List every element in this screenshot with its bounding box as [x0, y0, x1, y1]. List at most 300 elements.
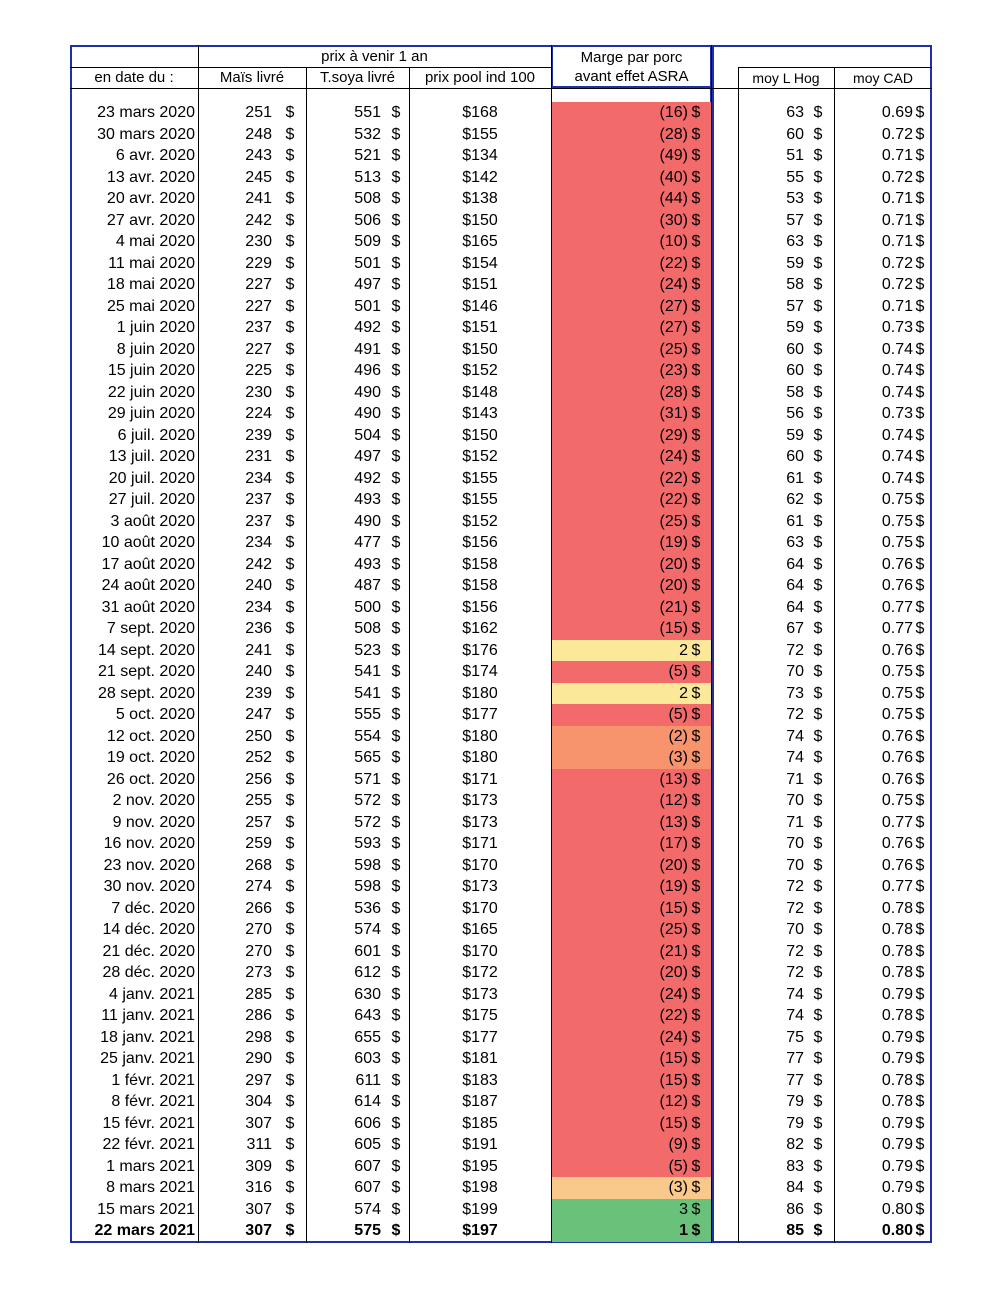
marge-value: (25) [659, 921, 688, 938]
soya-value: 504 [354, 426, 381, 444]
soya-currency: $ [391, 641, 401, 659]
cad-currency: $ [915, 813, 925, 831]
lhog-currency: $ [813, 254, 823, 272]
lhog-value: 59 [786, 319, 804, 336]
table-row [70, 704, 932, 726]
soya-currency: $ [391, 749, 401, 766]
cad-currency: $ [915, 620, 925, 637]
mais-currency: $ [285, 362, 295, 379]
mais-currency: $ [285, 684, 295, 702]
mais-currency: $ [285, 813, 295, 831]
cad-currency: $ [915, 792, 925, 809]
cad-value: 0.78 [881, 921, 913, 938]
pool-price: $158 [462, 577, 498, 594]
lhog-value: 71 [786, 813, 804, 831]
lhog-currency: $ [813, 770, 823, 788]
lhog-value: 74 [786, 749, 804, 766]
marge-currency: $ [691, 211, 701, 229]
marge-value: (20) [659, 964, 688, 981]
mais-value: 243 [245, 147, 272, 164]
cad-value: 0.76 [881, 555, 913, 573]
marge-value: (15) [659, 1114, 688, 1132]
pool-price: $165 [462, 233, 498, 250]
marge-currency: $ [691, 620, 701, 637]
mais-currency: $ [285, 125, 295, 143]
pool-price: $198 [462, 1179, 498, 1196]
marge-currency: $ [691, 684, 701, 702]
lhog-value: 86 [786, 1200, 804, 1218]
lhog-currency: $ [813, 835, 823, 852]
cad-currency: $ [915, 1179, 925, 1196]
marge-value: (15) [659, 899, 688, 917]
table-row [70, 747, 932, 769]
mais-currency: $ [285, 856, 295, 874]
lhog-value: 79 [786, 1093, 804, 1110]
date-cell: 1 févr. 2021 [111, 1071, 195, 1089]
marge-currency: $ [691, 856, 701, 874]
mais-currency: $ [285, 1071, 295, 1089]
mais-currency: $ [285, 577, 295, 594]
date-cell: 23 mars 2020 [97, 104, 195, 121]
date-cell: 21 sept. 2020 [98, 663, 195, 680]
cad-value: 0.74 [881, 383, 913, 401]
marge-value: (25) [659, 512, 688, 530]
soya-currency: $ [391, 1136, 401, 1153]
cad-value: 0.71 [881, 211, 913, 229]
lhog-value: 63 [786, 104, 804, 121]
cad-value: 0.75 [881, 663, 913, 680]
pool-price: $150 [462, 340, 498, 358]
soya-currency: $ [391, 211, 401, 229]
lhog-value: 72 [786, 641, 804, 659]
lhog-currency: $ [813, 813, 823, 831]
table-row [70, 855, 932, 877]
marge-currency: $ [691, 749, 701, 766]
table-row [70, 683, 932, 705]
soya-currency: $ [391, 663, 401, 680]
pool-price: $185 [462, 1114, 498, 1132]
table-row [70, 554, 932, 576]
table-row [70, 919, 932, 941]
marge-value: (30) [659, 211, 688, 229]
table-row [70, 446, 932, 468]
mais-value: 307 [245, 1114, 272, 1132]
marge-value: (9) [668, 1136, 688, 1153]
lhog-value: 56 [786, 405, 804, 422]
lhog-value: 77 [786, 1071, 804, 1089]
table-row [70, 425, 932, 447]
marge-value: (3) [668, 749, 688, 766]
cad-currency: $ [915, 233, 925, 250]
table-row [70, 403, 932, 425]
cad-currency: $ [915, 878, 925, 895]
marge-currency: $ [691, 1028, 701, 1046]
date-cell: 27 avr. 2020 [106, 211, 195, 229]
mais-value: 224 [245, 405, 272, 422]
marge-value: (49) [659, 147, 688, 164]
header-mais: Maïs livré [219, 69, 285, 86]
soya-currency: $ [391, 534, 401, 551]
date-cell: 2 nov. 2020 [112, 792, 195, 809]
marge-value: (44) [659, 190, 688, 207]
soya-value: 572 [354, 792, 381, 809]
lhog-value: 85 [786, 1222, 804, 1239]
mais-currency: $ [285, 534, 295, 551]
mais-value: 316 [245, 1179, 272, 1196]
soya-currency: $ [391, 598, 401, 616]
cad-currency: $ [915, 405, 925, 422]
mais-value: 237 [245, 512, 272, 530]
mais-value: 229 [245, 254, 272, 272]
table-row [70, 597, 932, 619]
table-row [70, 1113, 932, 1135]
cad-currency: $ [915, 641, 925, 659]
date-cell: 20 avr. 2020 [106, 190, 195, 207]
marge-value: (29) [659, 426, 688, 444]
cad-value: 0.71 [881, 190, 913, 207]
mais-currency: $ [285, 792, 295, 809]
table-row [70, 382, 932, 404]
mais-value: 248 [245, 125, 272, 143]
marge-value: (31) [659, 405, 688, 422]
soya-value: 523 [354, 641, 381, 659]
soya-currency: $ [391, 985, 401, 1003]
marge-currency: $ [691, 1071, 701, 1089]
mais-currency: $ [285, 405, 295, 422]
table-row [70, 1048, 932, 1070]
header-date: en date du : [94, 69, 174, 86]
soya-value: 614 [354, 1093, 381, 1110]
lhog-currency: $ [813, 620, 823, 637]
marge-currency: $ [691, 168, 701, 186]
marge-value: (27) [659, 297, 688, 315]
mais-currency: $ [285, 942, 295, 960]
soya-currency: $ [391, 254, 401, 272]
marge-currency: $ [691, 1114, 701, 1132]
table-row [70, 489, 932, 511]
cad-value: 0.76 [881, 856, 913, 874]
marge-value: (15) [659, 620, 688, 637]
cad-value: 0.74 [881, 362, 913, 379]
date-cell: 20 juil. 2020 [108, 469, 195, 487]
date-cell: 31 août 2020 [101, 598, 195, 616]
soya-currency: $ [391, 491, 401, 508]
marge-currency: $ [691, 254, 701, 272]
mais-currency: $ [285, 426, 295, 444]
date-cell: 23 nov. 2020 [103, 856, 195, 874]
marge-value: (21) [659, 942, 688, 960]
lhog-currency: $ [813, 190, 823, 207]
lhog-currency: $ [813, 233, 823, 250]
cad-value: 0.76 [881, 577, 913, 594]
cad-value: 0.78 [881, 1093, 913, 1110]
cad-currency: $ [915, 749, 925, 766]
pool-price: $152 [462, 512, 498, 530]
soya-currency: $ [391, 878, 401, 895]
marge-currency: $ [691, 147, 701, 164]
lhog-currency: $ [813, 1050, 823, 1067]
lhog-value: 61 [786, 469, 804, 487]
lhog-currency: $ [813, 534, 823, 551]
soya-value: 491 [354, 340, 381, 358]
cad-currency: $ [915, 555, 925, 573]
pool-price: $150 [462, 426, 498, 444]
mais-value: 240 [245, 577, 272, 594]
pool-price: $134 [462, 147, 498, 164]
table-row [70, 962, 932, 984]
pool-price: $177 [462, 706, 498, 723]
lhog-currency: $ [813, 577, 823, 594]
pool-price: $170 [462, 899, 498, 917]
mais-value: 311 [246, 1136, 272, 1153]
mais-value: 256 [245, 770, 272, 788]
pool-price: $180 [462, 727, 498, 745]
lhog-value: 72 [786, 964, 804, 981]
marge-currency: $ [691, 835, 701, 852]
soya-currency: $ [391, 1050, 401, 1067]
soya-value: 551 [354, 104, 381, 121]
mais-currency: $ [285, 491, 295, 508]
marge-currency: $ [691, 383, 701, 401]
mais-currency: $ [285, 104, 295, 121]
date-cell: 16 nov. 2020 [103, 835, 195, 852]
lhog-currency: $ [813, 964, 823, 981]
lhog-currency: $ [813, 276, 823, 293]
soya-value: 603 [354, 1050, 381, 1067]
date-cell: 13 juil. 2020 [108, 448, 195, 465]
marge-value: (23) [659, 362, 688, 379]
soya-currency: $ [391, 620, 401, 637]
marge-value: (15) [659, 1071, 688, 1089]
marge-currency: $ [691, 491, 701, 508]
cad-value: 0.79 [881, 1114, 913, 1132]
lhog-value: 59 [786, 254, 804, 272]
mais-value: 225 [245, 362, 272, 379]
soya-value: 598 [354, 856, 381, 874]
mais-value: 268 [245, 856, 272, 874]
lhog-value: 57 [786, 297, 804, 315]
date-cell: 30 mars 2020 [97, 125, 195, 143]
mais-value: 239 [245, 426, 272, 444]
cad-value: 0.72 [881, 168, 913, 186]
lhog-value: 55 [786, 168, 804, 186]
soya-currency: $ [391, 964, 401, 981]
soya-currency: $ [391, 577, 401, 594]
marge-value: (12) [659, 1093, 688, 1110]
pool-price: $183 [462, 1071, 498, 1089]
date-cell: 25 mai 2020 [106, 297, 195, 315]
mais-value: 298 [245, 1028, 272, 1046]
mais-currency: $ [285, 233, 295, 250]
soya-currency: $ [391, 125, 401, 143]
cad-value: 0.72 [881, 254, 913, 272]
lhog-currency: $ [813, 878, 823, 895]
table-row [70, 231, 932, 253]
date-cell: 26 oct. 2020 [106, 770, 195, 788]
soya-value: 601 [354, 942, 381, 960]
marge-currency: $ [691, 1222, 701, 1239]
pool-price: $151 [462, 319, 498, 336]
date-cell: 5 oct. 2020 [115, 706, 195, 723]
marge-currency: $ [691, 813, 701, 831]
pool-price: $158 [462, 555, 498, 573]
cad-value: 0.75 [881, 684, 913, 702]
lhog-currency: $ [813, 147, 823, 164]
marge-value: 1 [679, 1222, 688, 1239]
mais-value: 236 [245, 620, 272, 637]
soya-currency: $ [391, 168, 401, 186]
marge-currency: $ [691, 641, 701, 659]
mais-currency: $ [285, 469, 295, 487]
cad-currency: $ [915, 491, 925, 508]
cad-currency: $ [915, 254, 925, 272]
soya-value: 630 [354, 985, 381, 1003]
cad-value: 0.69 [881, 104, 913, 121]
cad-currency: $ [915, 1071, 925, 1089]
mais-currency: $ [285, 835, 295, 852]
mais-currency: $ [285, 448, 295, 465]
cad-value: 0.72 [881, 276, 913, 293]
mais-value: 231 [245, 448, 272, 465]
mais-value: 250 [245, 727, 272, 745]
mais-currency: $ [285, 770, 295, 788]
marge-currency: $ [691, 706, 701, 723]
marge-currency: $ [691, 964, 701, 981]
cad-currency: $ [915, 598, 925, 616]
table-row [70, 575, 932, 597]
table-row [70, 253, 932, 275]
table-row [70, 876, 932, 898]
mais-value: 234 [245, 598, 272, 616]
marge-currency: $ [691, 1050, 701, 1067]
mais-currency: $ [285, 383, 295, 401]
soya-currency: $ [391, 276, 401, 293]
pool-price: $174 [462, 663, 498, 680]
date-cell: 4 mai 2020 [115, 233, 195, 250]
soya-currency: $ [391, 921, 401, 938]
pool-price: $172 [462, 964, 498, 981]
date-cell: 28 déc. 2020 [102, 964, 195, 981]
cad-currency: $ [915, 663, 925, 680]
lhog-value: 64 [786, 577, 804, 594]
cad-currency: $ [915, 1136, 925, 1153]
pool-price: $195 [462, 1157, 498, 1175]
soya-currency: $ [391, 1028, 401, 1046]
date-cell: 1 mars 2021 [106, 1157, 195, 1175]
cad-currency: $ [915, 727, 925, 745]
soya-currency: $ [391, 856, 401, 874]
cad-value: 0.78 [881, 899, 913, 917]
pool-price: $175 [462, 1007, 498, 1024]
soya-value: 593 [354, 835, 381, 852]
mais-value: 242 [245, 555, 272, 573]
lhog-currency: $ [813, 1114, 823, 1132]
marge-value: (28) [659, 383, 688, 401]
header-lhog: moy L Hog [752, 70, 820, 86]
cad-value: 0.75 [881, 706, 913, 723]
lhog-value: 63 [786, 534, 804, 551]
marge-currency: $ [691, 319, 701, 336]
table-row [70, 532, 932, 554]
cad-value: 0.74 [881, 448, 913, 465]
lhog-value: 60 [786, 362, 804, 379]
cad-currency: $ [915, 340, 925, 358]
lhog-value: 77 [786, 1050, 804, 1067]
soya-value: 572 [354, 813, 381, 831]
lhog-currency: $ [813, 1028, 823, 1046]
date-cell: 28 sept. 2020 [98, 684, 195, 702]
mais-currency: $ [285, 749, 295, 766]
soya-value: 655 [354, 1028, 381, 1046]
cad-value: 0.73 [881, 405, 913, 422]
lhog-value: 60 [786, 448, 804, 465]
soya-value: 598 [354, 878, 381, 895]
marge-currency: $ [691, 104, 701, 121]
cad-currency: $ [915, 534, 925, 551]
table-row [70, 1005, 932, 1027]
lhog-value: 72 [786, 899, 804, 917]
lhog-currency: $ [813, 512, 823, 530]
mais-currency: $ [285, 297, 295, 315]
lhog-value: 64 [786, 598, 804, 616]
cad-currency: $ [915, 383, 925, 401]
date-cell: 11 mai 2020 [108, 254, 195, 272]
lhog-currency: $ [813, 319, 823, 336]
soya-currency: $ [391, 706, 401, 723]
marge-value: (5) [668, 663, 688, 680]
soya-currency: $ [391, 942, 401, 960]
lhog-currency: $ [813, 125, 823, 143]
soya-currency: $ [391, 319, 401, 336]
mais-value: 304 [245, 1093, 272, 1110]
mais-value: 242 [245, 211, 272, 229]
table-row [70, 296, 932, 318]
soya-value: 493 [354, 555, 381, 573]
table-row [70, 468, 932, 490]
pool-price: $177 [462, 1028, 498, 1046]
lhog-currency: $ [813, 1222, 823, 1239]
soya-value: 536 [354, 899, 381, 917]
date-cell: 11 janv. 2021 [101, 1007, 195, 1024]
date-cell: 13 avr. 2020 [106, 168, 195, 186]
cad-value: 0.79 [881, 985, 913, 1003]
cad-currency: $ [915, 770, 925, 788]
mais-currency: $ [285, 921, 295, 938]
marge-currency: $ [691, 942, 701, 960]
lhog-value: 74 [786, 1007, 804, 1024]
pool-price: $180 [462, 684, 498, 702]
lhog-currency: $ [813, 1136, 823, 1153]
cad-currency: $ [915, 276, 925, 293]
cad-value: 0.77 [881, 620, 913, 637]
soya-value: 574 [354, 1200, 381, 1218]
soya-value: 490 [354, 512, 381, 530]
pool-price: $155 [462, 125, 498, 143]
pool-price: $142 [462, 168, 498, 186]
pool-price: $181 [462, 1050, 498, 1067]
header-prix-group: prix à venir 1 an [321, 48, 428, 65]
lhog-currency: $ [813, 684, 823, 702]
marge-currency: $ [691, 233, 701, 250]
cad-currency: $ [915, 1007, 925, 1024]
soya-value: 497 [354, 448, 381, 465]
marge-currency: $ [691, 727, 701, 745]
soya-value: 490 [354, 405, 381, 422]
lhog-currency: $ [813, 168, 823, 186]
marge-currency: $ [691, 770, 701, 788]
lhog-currency: $ [813, 792, 823, 809]
mais-value: 286 [245, 1007, 272, 1024]
